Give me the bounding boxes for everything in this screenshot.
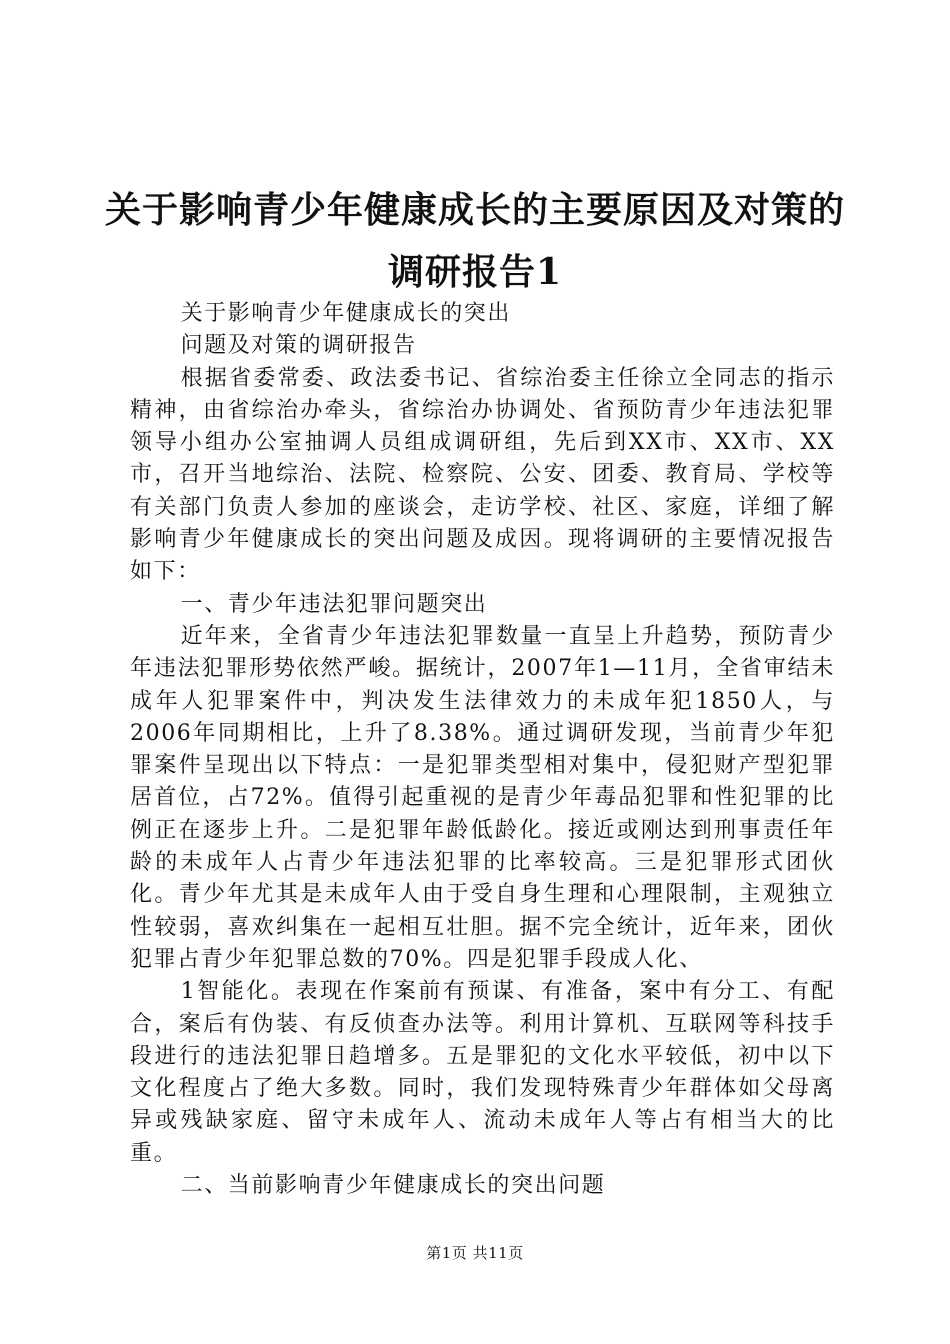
section-heading-2: 二、当前影响青少年健康成长的突出问题: [180, 1173, 606, 1199]
section-heading-1: 一、青少年违法犯罪问题突出: [180, 591, 488, 617]
subtitle-line-1: 关于影响青少年健康成长的突出: [180, 301, 511, 326]
section-1-continuation: 1智能化。表现在作案前有预谋、有准备，案中有分工、有配合，案后有伪装、有反侦查办法等。利用计算机、互联网等科技手段进行的违法犯罪日趋增多。五是罪犯的文化水平较低，初中以下文化程度占了绝大多数。同时，我们发现特殊青少年群体如父母离异或残缺家庭、留守未成年人、流动未成年人等占有相当大的比重。: [130, 979, 835, 1166]
subtitle-line-2: 问题及对策的调研报告: [180, 333, 417, 359]
page-footer: 第1页 共11页: [426, 1244, 524, 1262]
intro-paragraph: 根据省委常委、政法委书记、省综治委主任徐立全同志的指示精神，由省综治办牵头，省综治办协调处、省预防青少年违法犯罪领导小组办公室抽调人员组成调研组，先后到XX市、XX市、XX市，召开当地综治、法院、检察院、公安、团委、教育局、学校等有关部门负责人参加的座谈会，走访学校、社区、家庭，详细了解影响青少年健康成长的突出问题及成因。现将调研的主要情况报告如下：: [130, 365, 835, 585]
document-body: [130, 298, 835, 1202]
section-1-paragraph: 近年来，全省青少年违法犯罪数量一直呈上升趋势，预防青少年违法犯罪形势依然严峻。据统计，2007年1—11月，全省审结未成年人犯罪案件中，判决发生法律效力的未成年犯1850人，与2006年同期相比，上升了8.38%。通过调研发现，当前青少年犯罪案件呈现出以下特点：一是犯罪类型相对集中，侵犯财产型犯罪居首位，占72%。值得引起重视的是青少年毒品犯罪和性犯罪的比例正在逐步上升。二是犯罪年龄低龄化。接近或刚达到刑事责任年龄的未成年人占青少年违法犯罪的比率较高。三是犯罪形式团伙化。青少年尤其是未成年人由于受自身生理和心理限制，主观独立性较弱，喜欢纠集在一起相互壮胆。据不完全统计，近年来，团伙犯罪占青少年犯罪总数的70%。四是犯罪手段成人化、: [130, 623, 835, 972]
document-title-line-1: 关于影响青少年健康成长的主要原因及对策的: [104, 189, 845, 231]
document-title-line-2: 调研报告1: [387, 251, 563, 293]
